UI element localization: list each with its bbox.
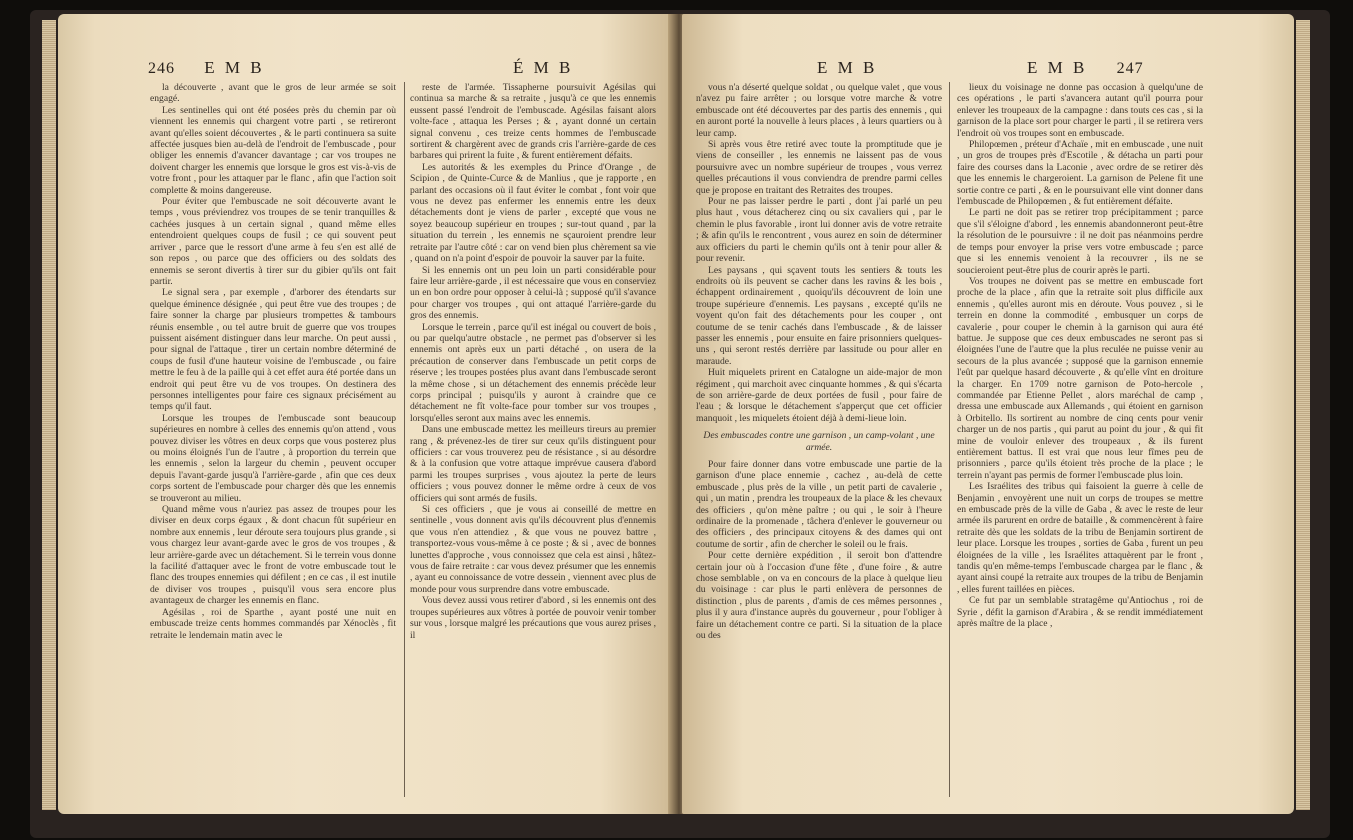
paragraph: Agésilas , roi de Sparthe , ayant posté une nuit en embuscade treize cents hommes commandés par Xénoclès , fit retraite le lendemain matin avec le [150, 606, 396, 641]
paragraph: Vous devez aussi vous retirer d'abord , si les ennemis ont des troupes supérieures aux vôtres à portée de pouvoir venir tomber sur vous , lorsque malgré les précautions que vous aurez prises , il [410, 595, 656, 641]
paragraph: reste de l'armée. Tissapherne poursuivit Agésilas qui continua sa marche & sa retraite , jusqu'à ce que les ennemis eussent passé l'endroit de l'embuscade. Agésilas faisant alors volte-face , attaqua les Perses ; & , ayant donné un certain signal convenu , ces treize cents hommes de l'embuscade sortirent & chargèrent avec de grands cris l'arrière-garde de ces barbares qui prirent la fuite , & furent entièrement défaits. [410, 82, 656, 162]
left-column-1 [150, 82, 396, 804]
right-page [682, 14, 1294, 814]
right-column-1 [696, 82, 942, 804]
paragraph: Les sentinelles qui ont été posées près du chemin par où viennent les ennemis qui chargent votre parti , se retireront avant qu'elles soient découvertes , & le parti continuera sa suite affectée jusques bien au-delà de l'endroit de l'embuscade , pour obliger les ennemis d'avancer davantage ; car vos troupes ne doivent charger les ennemis que lorsque le gros est vis-à-vis de votre front , pour les attaquer par le flanc , afin que l'action soit complette & moins dangereuse. [150, 104, 396, 196]
page-edges-right [1296, 20, 1310, 810]
paragraph: Vos troupes ne doivent pas se mettre en embuscade fort proche de la place , afin que la retraite soit plus difficile aux ennemis , qu'elles auront mis en déroute. Vous pouvez , si le terrein en donne la commodité , embusquer un corps de cavalerie , pour couper le chemin à la garnison qui aura été battue. Je suppose que ces deux embuscades ne seront pas si éloignées l'une de l'autre que la plus reculée ne puisse venir au secours de la plus avancée ; supposé que la garnison ennemie l'eût par quelque hasard découverte , & qu'elle vînt en droiture la charger. En 1709 notre garnison de Poto-hercole , commandée par Etienne Pellet , alors maréchal de camp , dressa une embuscade aux Allemands , qui étoient en garnison à Orbitello. Ils sortirent au nombre de cinq cents pour venir charger un de nos partis , qui parut au point du jour , & qui fit mine de vouloir enlever des troupeaux , & ils furent entièrement battus. Il est vrai que nous leur fîmes peu de prisonniers , parce qu'ils étoient très proche de la place ; le terrein n'ayant pas permis de former l'embuscade plus loin. [957, 275, 1203, 481]
page-edges-left [42, 20, 56, 810]
paragraph: Le signal sera , par exemple , d'arborer des étendarts sur quelque éminence désignée , qui peut être vue des troupes ; de faire sonner la charge par plusieurs trompettes & tambours réunis ensemble , ou tel autre bruit de guerre que vos troupes puissent aisément distinguer dans leur marche. On peut aussi , pour signal de l'attaque , tirer un certain nombre déterminé de coups de fusil d'une hauteur voisine de l'embuscade , ou faire mettre le feu à de la paille qui à cet effet aura été portée dans un endroit qui peut être vu de vos troupes. On destinera des personnes intelligentes pour faire ces signaux précisément au temps qu'il faut. [150, 287, 396, 413]
section-heading: Des embuscades contre une garnison , un camp-volant , une armée. [703, 430, 935, 453]
paragraph: la découverte , avant que le gros de leur armée se soit engagé. [150, 82, 396, 105]
paragraph: vous n'a déserté quelque soldat , ou quelque valet , que vous n'avez pu faire arrêter ; ou lorsque votre marche & votre embuscade ont été découvertes par des partis des ennemis , qui en auront porté la nouvelle à leurs places , à leurs quartiers ou à leur camp. [696, 82, 942, 139]
left-column-2 [410, 82, 656, 804]
left-running-head-center: É M B [513, 58, 574, 77]
paragraph: Les Israélites des tribus qui faisoient la guerre à celle de Benjamin , envoyèrent une nuit un corps de troupes se mettre en embuscade près de la ville de Gaba , & avec le reste de leur armée ils parurent en ordre de bataille , & commencèrent à faire retraite dès que les soldats de la tribu de Benjamin sortirent de leur place. Lorsque les troupes , sorties de Gaba , furent un peu éloignées de la ville , les Israélites attaquèrent par le front , tandis qu'en même-temps l'embuscade chargea par le flanc , & ayant ainsi coupé la retraite aux troupes de la tribu de Benjamin , elles furent taillées en pièces. [957, 481, 1203, 595]
paragraph: Huit miquelets prirent en Catalogne un aide-major de mon régiment , qui marchoit avec cinquante hommes , & qui s'écarta de son arrière-garde de deux portées de fusil , pour faire de l'eau ; & lorsque le détachement s'apperçut que cet officier manquoit , les miquelets étoient déjà à demi-lieue loin. [696, 367, 942, 424]
paragraph: lieux du voisinage ne donne pas occasion à quelqu'une de ces opérations , le parti s'avancera autant qu'il pourra pour enlever les troupeaux de la campagne : dans touts ces cas , si la garnison de la place sort pour charger le parti , il se retirera vers l'endroit où vos troupes sont en embuscade. [957, 82, 1203, 139]
left-page [58, 14, 674, 814]
right-running-head: E M B [1027, 58, 1088, 77]
paragraph: Pour ne pas laisser perdre le parti , dont j'ai parlé un peu plus haut , vous détacherez cinq ou six cavaliers qui , par le chemin le plus favorable , iront lui donner avis de votre retraite ; & afin qu'ils le rencontrent , vous aurez en soin de déterminer aux officiers du parti le chemin qu'ils ont à tenir pour aller & pour revenir. [696, 196, 942, 265]
right-running-head-left: E M B [817, 58, 878, 77]
column-rule [949, 82, 950, 797]
column-rule [404, 82, 405, 797]
paragraph: Lorsque les troupes de l'embuscade sont beaucoup supérieures en nombre à celles des ennemis qu'on attend , vous pouvez diviser les vôtres en deux corps que vous posterez plus ou moins éloignés l'un de l'autre , à proportion du terrein que les ennemis , selon la largeur du chemin , peuvent occuper depuis l'avant-garde jusqu'à l'arrière-garde , afin que ces deux corps sortent de l'embuscade pour charger dès que les ennemis se trouveront au milieu. [150, 412, 396, 504]
paragraph: Si les ennemis ont un peu loin un parti considérable pour faire leur arrière-garde , il est nécessaire que vous en conserviez un en bon ordre pour opposer à celui-là ; supposé qu'il s'avance pour charger vos troupes , qui ont attaqué l'arrière-garde du gros des ennemis. [410, 264, 656, 322]
paragraph: Philopœmen , préteur d'Achaïe , mit en embuscade , une nuit , un gros de troupes près d'Escotile , & détacha un parti pour faire des courses dans la Laconie , avec ordre de se retirer dès que les ennemis le chargeroient. La garnison de Pelene fit une sortie contre ce parti , & en le poursuivant elle vint donner dans l'embuscade de Philopœmen , & fut entièrement défaite. [957, 139, 1203, 208]
paragraph: Si après vous être retiré avec toute la promptitude que je viens de conseiller , les ennemis ne laissent pas de vous poursuivre avec un nombre supérieur de troupes , vous verrez quelles précautions il vous conviendra de prendre parmi celles que je propose en traitant des Retraites des troupes. [696, 139, 942, 196]
paragraph: Ce fut par un semblable stratagême qu'Antiochus , roi de Syrie , défit la garnison d'Arabira , & se rendit immédiatement après maître de la place , [957, 595, 1203, 630]
right-page-number: 247 [1116, 60, 1144, 77]
paragraph: Les paysans , qui sçavent touts les sentiers & touts les endroits où ils peuvent se cacher dans les ravins & les bois , échappent ordinairement , quoiqu'ils découvrent de loin une troupe supérieure d'ennemis. Les paysans , excepté qu'ils ne voyent qu'on fait des détachements pour les couper , ont coutume de se tenir cachés dans l'embuscade , & de laisser passer les ennemis , pour ensuite en faire prisonniers quelques-uns , qui seront restés derrière par lassitude ou pour aller en maraude. [696, 264, 942, 367]
paragraph: Le parti ne doit pas se retirer trop précipitamment ; parce que s'il s'éloigne d'abord , les ennemis abandonneront peut-être la résolution de le poursuivre : il ne doit pas néanmoins perdre de temps pour envoyer la prise vers votre embuscade ; parce que si les ennemis venoient à la recouvrer , ils ne se soucieroient peut-être plus de courir après le parti. [957, 207, 1203, 276]
paragraph: Lorsque le terrein , parce qu'il est inégal ou couvert de bois , ou par quelqu'autre obstacle , ne permet pas d'observer si les ennemis ont après eux un parti détaché , on usera de la précaution de conserver dans l'embuscade un petit corps de réserve ; les troupes postées plus avant dans l'embuscade seront la même chose , si un détachement des ennemis précède leur corps principal ; puisqu'ils y auront à craindre que ce détachement ne fît volte-face pour tomber sur vos troupes , lorsqu'elles seront aux mains avec les ennemis. [410, 321, 656, 424]
paragraph: Les autorités & les exemples du Prince d'Orange , de Scipion , de Quinte-Curce & de Manlius , que je rapporte , en parlant des occasions où il faut éviter le combat , font voir que vous ne devez pas enfermer les ennemis entre les deux détachements dont je viens de parler , excepté que vous ne soyez beaucoup supérieur en troupes ; sur-tout quand , par la situation du terrein , les ennemis ne sçauroient prendre leur retraite par l'autre côté : car on vend bien plus chèrement sa vie , quand on n'a point d'espoir de pouvoir la sauver par la fuite. [410, 161, 656, 265]
right-page-header [1027, 58, 1144, 78]
left-page-number: 246 [148, 60, 175, 77]
paragraph: Pour cette dernière expédition , il seroit bon d'attendre certain jour où à l'occasion d'une fête , d'une foire , & autre chose semblable , on va en concours de la place à quelque lieu du voisinage : car plus le parti enlèvera de personnes de distinction , plus de parents , d'amis de ces mêmes personnes , plus il y aura d'instance auprès du gouverneur , pour l'obliger à faire un détachement contre ce parti. Si la situation de la place ou des [696, 550, 942, 642]
paragraph: Quand même vous n'auriez pas assez de troupes pour les diviser en deux corps égaux , & dont chacun fût supérieur en nombre aux ennemis , leur déroute sera toujours plus grande , si vous chargez leur avant-garde avec le gros de vos troupes , & leur arrière-garde avec un détachement. Si le terrein vous donne la facilité d'attaquer avec le front de votre embuscade tout le flanc des troupes ennemies qui défilent ; en ce cas , il est inutile de diviser vos troupes , puisqu'il vous sera encore plus avantageux de charger les ennemis en flanc. [150, 504, 396, 607]
right-column-2 [957, 82, 1203, 804]
left-page-header [148, 58, 265, 78]
paragraph: Si ces officiers , que je vous ai conseillé de mettre en sentinelle , vous donnent avis qu'ils découvrent plus d'ennemis que vous n'en attendiez , & que vous ne pouvez battre , transportez-vous vous-même à ce poste ; & si , avec de bonnes lunettes d'approche , vous connoissez que cela est ainsi , hâtez-vous de faire retraite : car vous devez présumer que les ennemis , ayant eu connoissance de votre dessein , viennent avec plus de monde pour vous surprendre dans votre embuscade. [410, 504, 656, 595]
left-running-head: E M B [204, 58, 265, 77]
paragraph: Dans une embuscade mettez les meilleurs tireurs au premier rang , & prévenez-les de tirer sur ceux qu'ils distinguent pour officiers : car vous trouverez peu de résistance , si au désordre & à la confusion que votre attaque imprévue causera d'abord parmi les troupes surprises , vous ajoutez la perte de leurs officiers ; vous pouvez donner le même ordre à ceux de vos officiers qui sont armés de fusils. [410, 424, 656, 504]
paragraph: Pour éviter que l'embuscade ne soit découverte avant le temps , vous préviendrez vos troupes de se tenir tranquilles & cachées jusques à un certain signal , quand même elles entendroient quelques coups de fusil ; ce qui souvent peut arriver , parce que le ressort d'une arme à feu s'en est allé de son repos , ou parce que des officiers ou des soldats des ennemis se seront divertis à tirer sur du gibier qu'ils ont fait partir. [150, 196, 396, 287]
paragraph: Pour faire donner dans votre embuscade une partie de la garnison d'une place ennemie , cachez , au-delà de cette embuscade , plus près de la ville , un petit parti de cavalerie , qui , un matin , prendra les troupeaux de la place & les chevaux des officiers , qu'on mène paître ; ou qui , le soir à l'heure ordinaire de la promenade , tâchera d'enlever le gouverneur ou des officiers , des principaux citoyens & des dames qui ont coutume de sortir , afin de chercher le soleil ou le frais. [696, 459, 942, 550]
